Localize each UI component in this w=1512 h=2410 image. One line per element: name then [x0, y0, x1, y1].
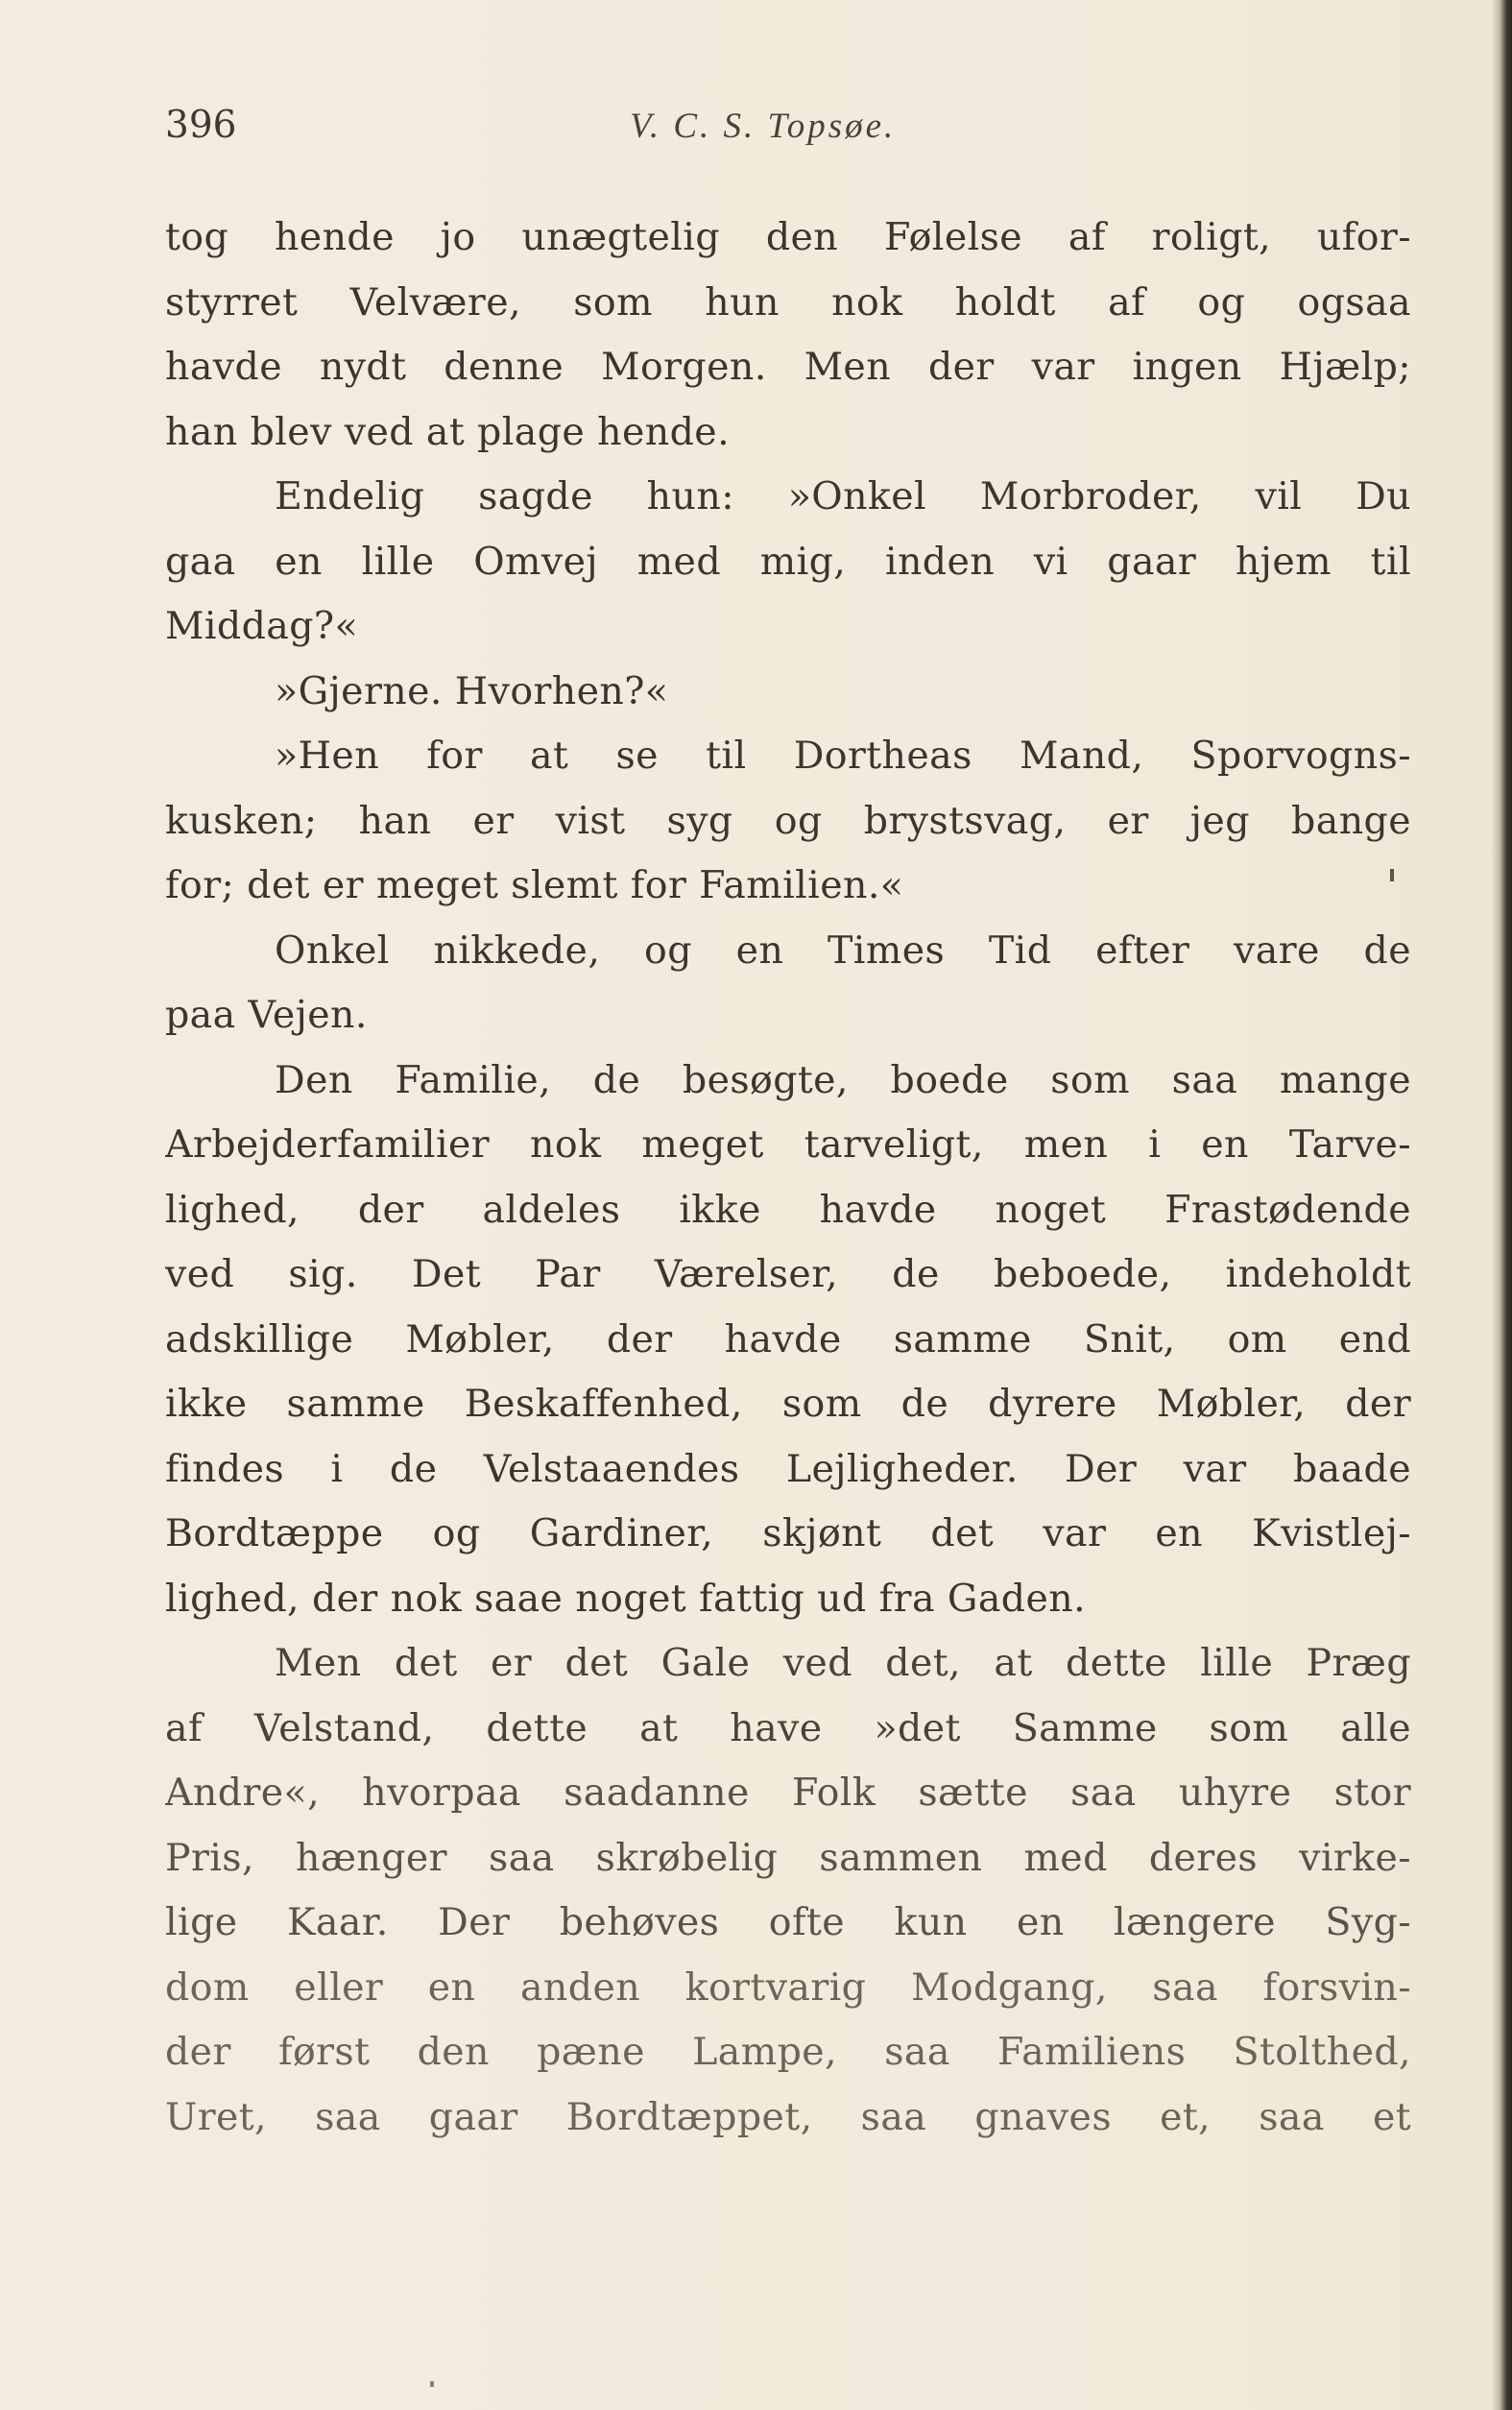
text-line: Onkel nikkede, og en Times Tid efter vare de	[275, 928, 1411, 973]
page-edge	[1491, 0, 1512, 2410]
text-line: styrret Velvære, som hun nok holdt af og ogsaa	[165, 279, 1411, 325]
text-line: dom eller en anden kortvarig Modgang, saa forsvin-	[165, 1964, 1411, 2010]
text-line: kusken; han er vist syg og brystsvag, er jeg bange	[165, 798, 1411, 843]
text-line: tog hende jo unægtelig den Følelse af roligt, ufor-	[165, 215, 1411, 259]
text-line: Middag?«	[165, 604, 359, 648]
text-line: Andre«, hvorpaa saadanne Folk sætte saa uhyre stor	[165, 1771, 1411, 1815]
text-line: Den Familie, de besøgte, boede som saa mange	[275, 1057, 1411, 1102]
text-line: Endelig sagde hun: »Onkel Morbroder, vil Du	[275, 474, 1411, 518]
print-mark	[430, 2381, 434, 2387]
text-line: »Hen for at se til Dortheas Mand, Sporvogns-	[275, 734, 1411, 778]
text-line: lighed, der nok saae noget fattig ud fra Gaden.	[165, 1576, 1087, 1621]
text-line: af Velstand, dette at have »det Samme som alle	[165, 1705, 1411, 1750]
text-line: ikke samme Beskaffenhed, som de dyrere Møbler, der	[165, 1382, 1411, 1426]
text-line: Men det er det Gale ved det, at dette lille Præg	[275, 1641, 1411, 1685]
body-text	[165, 205, 1411, 2150]
text-line: der først den pæne Lampe, saa Familiens Stolthed,	[165, 2030, 1411, 2074]
page-number: 396	[165, 104, 237, 147]
running-head: V. C. S. Topsøe.	[630, 107, 897, 146]
text-line: findes i de Velstaaendes Lejligheder. Der var baade	[165, 1446, 1411, 1491]
text-line: adskillige Møbler, der havde samme Snit, om end	[165, 1316, 1411, 1362]
text-line: Uret, saa gaar Bordtæppet, saa gnaves et, saa et	[165, 2094, 1411, 2139]
text-line: paa Vejen.	[165, 993, 368, 1037]
text-line: for; det er meget slemt for Familien.«	[165, 863, 904, 907]
text-line: Bordtæppe og Gardiner, skjønt det var en Kvistlej-	[165, 1511, 1411, 1555]
text-line: lighed, der aldeles ikke havde noget Frastødende	[165, 1187, 1411, 1232]
text-line: Arbejderfamilier nok meget tarveligt, men i en Tarve-	[165, 1122, 1411, 1167]
text-line: ved sig. Det Par Værelser, de beboede, indeholdt	[165, 1252, 1411, 1296]
print-mark	[1390, 869, 1394, 881]
text-line: lige Kaar. Der behøves ofte kun en længere Syg-	[165, 1900, 1411, 1944]
page-header	[165, 104, 1413, 161]
text-line: han blev ved at plage hende.	[165, 409, 731, 454]
text-line: gaa en lille Omvej med mig, inden vi gaar hjem til	[165, 539, 1411, 584]
text-line: havde nydt denne Morgen. Men der var ingen Hjælp;	[165, 345, 1411, 389]
text-line: Pris, hænger saa skrøbelig sammen med deres virke-	[165, 1835, 1411, 1880]
text-line: »Gjerne. Hvorhen?«	[275, 668, 669, 713]
